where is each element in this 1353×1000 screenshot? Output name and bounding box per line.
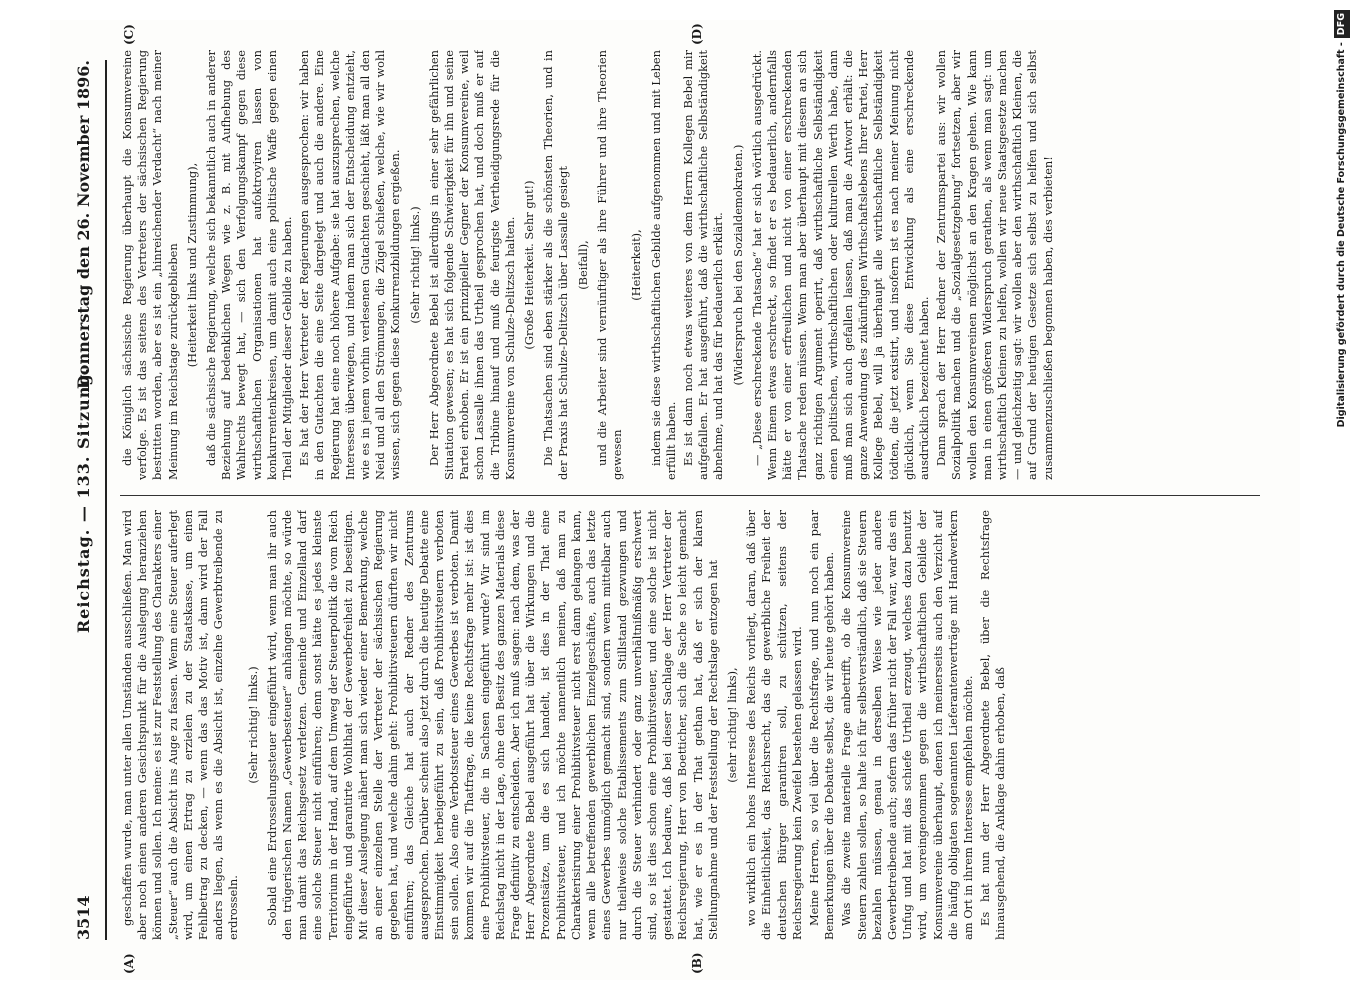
interjection: (Sehr richtig! links.) <box>245 666 260 784</box>
paragraph: Der Herr Abgeordnete Bebel ist allerdings in einer sehr gefährlichen Situation gewesen; es hat sich folgende Schwierigkeit für ihn und seine Partei erhoben. Er ist ein prinzipieller Gegner der Konsumvereine, weil schon Lassalle ihnen das Urtheil gesprochen hat, und doch muß er auf die Tribüne hinauf und muß die feurigste Vertheidigungsrede für die Konsumvereine von Schulze-Delitzsch halten. <box>426 50 517 480</box>
paragraph: wo wirklich ein hohes Interesse des Reichs vorliegt, daran, daß über die Einheitlichkeit, das Reichsrecht, das die gewerbliche Freiheit der deutschen Bürger garantiren soll, zu schützen, seitens der Reichsregierung kein Zweifel bestehen gelassen wird. <box>744 510 804 940</box>
margin-marker-c: (C) <box>122 24 136 45</box>
paragraph: und die Arbeiter sind vernünftiger als ihre Führer und ihre Theorien gewesen <box>594 50 625 480</box>
dfg-logo: DFG <box>1334 10 1350 38</box>
margin-marker-b: (B) <box>690 952 704 974</box>
interjection: (Beifall), <box>575 240 590 290</box>
paragraph: Es hat der Herr Vertreter der Regierungen ausgesprochen: wir haben in den Gutachten die eine Seite dargelegt und auch die andere. Eine Regierung hat eine noch höhere Aufgabe: sie hat auszusprechen, welche Interessen überwiegen, und indem man sich der Entscheidung entzieht, wie es in jenem vorhin verlesenen Gutachten geschieht, läßt man all den Neid und all den Strömungen, die Zügel schießen, welche, wie wir wohl wissen, sich gegen diese Konkurrenzbildungen ergießen. <box>297 50 403 480</box>
interjection: (Heiterkeit), <box>629 229 644 301</box>
session-title: Reichstag. — 133. Sitzung. <box>74 366 93 634</box>
paragraph: Die Thatsachen sind eben stärker als die schönsten Theorien, und in der Praxis hat Schulze-Delitzsch über Lassalle gesiegt <box>541 50 571 480</box>
paragraph: — „Diese erschreckende Thatsache“ hat er sich wörtlich ausgedrückt. Wenn Einem etwas erschreckt, so findet er es bedauerlich, andernfalls hätte er von einer erfreulichen und nicht von einer erschreckenden Thatsache reden müssen. Wenn man aber überhaupt mit diesem an sich ganz richtigen Argument operirt, daß wirthschaftliche Selbständigkeit einen politischen, wirthschaftlichen oder kulturellen Werth habe, dann muß man sich auch gefallen lassen, daß man die Antwort erhält: die ganze Anwendung des zukünftigen Wirthschaftslebens Ihrer Partei, Herr Kollege Bebel, will ja überhaupt alle wirthschaftliche Selbständigkeit tödten, die jetzt existirt, und insofern ist es nach meiner Meinung nicht glücklich, wenn Sie diese Entwicklung als eine erschreckende ausdrücklich bezeichnet haben. <box>749 50 931 480</box>
paragraph: geschaffen wurde, man unter allen Umständen ausschließen. Man wird aber noch einen anderen Gesichtspunkt für die Auslegung heranziehen können und sollen. Ich meine: es ist zur Feststellung des Charakters einer „Steuer“ auch die Absicht ins Auge zu fassen. Wenn eine Steuer auferlegt wird, um einen Ertrag zu erzielen zu der Staatskasse, um einen Fehlbetrag zu decken, — wenn das das Motiv ist, dann wird der Fall anders liegen, als wenn es die Absicht ist, einzelne Gewerbtreibende zu erdrosseln. <box>120 510 241 940</box>
interjection: (Heiterkeit links und Zustimmung), <box>184 162 199 368</box>
margin-marker-d: (D) <box>690 23 704 45</box>
paragraph: Dann sprach der Herr Redner der Zentrumspartei aus: wir wollen Sozialpolitik machen und die „Sozialgesetzgebung“ fortsetzen, aber wir wollen den Konsumvereinen möglichst an den Kragen gehen. Wie kann man in einen größeren Widerspruch gerathen, als wenn man sagt: um wirthschaftlich Kleinen zu helfen, wollen wir neue Staatsgesetze machen — und gleichzeitig sagt: wir wollen aber den wirthschaftlich Kleinen, die auf Grund der heutigen Gesetze sich selbst zu helfen und sich selbst zusammenzuschließen begonnen haben, dies verbieten! <box>934 50 1055 480</box>
paragraph: indem sie diese wirthschaftlichen Gebilde aufgenommen und mit Leben erfüllt haben. <box>648 50 678 480</box>
paragraph: Was die zweite materielle Frage anbetrifft, ob die Konsumvereine Steuern zahlen sollen, so halte ich für selbstverständlich, daß sie Steuern bezahlen müssen, genau in derselben Weise wie jeder andere Gewerbetreibende auch; sofern das früher nicht der Fall war, war das ein Unfug und hat mit das schiefe Urtheil erzeugt, welches dazu benutzt wird, um voreingenommen gegen die wirthschaftlichen Gebilde der Konsumvereine überhaupt, denen ich meinerseits auch den Verzicht auf die häufig obligaten sogenannten Lieferantenverträge mit Handwerkern am Ort in ihrem Interesse empfehlen möchte. <box>839 510 975 940</box>
page-header <box>70 60 102 940</box>
interjection: (Sehr richtig! links.) <box>407 206 422 324</box>
paragraph: die Königlich sächsische Regierung überhaupt die Konsumvereine verfolge. Es ist das seitens des Vertreters der sächsischen Regierung bestritten worden, aber es ist ein „hinreichender Verdacht“ nach meiner Meinung im Reichstage zurückgeblieben <box>120 50 180 480</box>
page-number: 3514 <box>74 895 93 940</box>
digitization-credit <box>1334 10 1350 990</box>
interjection: (Große Heiterkeit. Sehr gut!) <box>522 180 537 350</box>
session-date: Donnerstag den 26. November 1896. <box>74 60 93 390</box>
column-divider <box>120 495 1260 496</box>
paragraph: Es ist dann noch etwas weiteres von dem Herrn Kollegen Bebel mir aufgefallen. Er hat ausgeführt, daß die wirthschaftliche Selbständigkeit abnehme, und hat das für bedauerlich erklärt. <box>680 50 726 480</box>
interjection: (sehr richtig! links), <box>724 667 739 783</box>
paragraph: Meine Herren, so viel über die Rechtsfrage, und nun noch ein paar Bemerkungen über die Debatte selbst, die wir heute gehört haben. <box>806 510 837 940</box>
credit-text: Digitalisierung gefördert durch die Deutsche Forschungsgemeinschaft - <box>1336 42 1347 428</box>
rotated-page <box>50 20 1300 980</box>
right-column <box>120 50 1260 480</box>
paragraph: Es hat nun der Herr Abgeordnete Bebel, über die Rechtsfrage hinausgehend, die Anklage dahin erhoben, daß <box>978 510 1008 940</box>
header-rule <box>105 60 107 940</box>
margin-marker-a: (A) <box>122 953 136 974</box>
paragraph: Sobald eine Erdrosselungssteuer eingeführt wird, wenn man ihr auch den trügerischen Namen „Gewerbesteuer“ anhängen möchte, so würde man damit das Reichsgesetz verletzen. Gemeinde und Einzelland darf eine solche Steuer nicht einführen; denn sonst hätte es jedes kleinste Territorium in der Hand, auf dem Umweg der Steuerpolitik die vom Reich eingeführte und garantirte Wohlthat der Gewerbefreiheit zu beseitigen. Mit dieser Auslegung nähert man sich wieder einer Bemerkung, welche an einer einzelnen Stelle der Vertreter der sächsischen Regierung gegeben hat, und welche dahin geht: Prohibitivsteuern dürften wir nicht einführen; das Gleiche hat auch der Redner des Zentrums ausgesprochen. Darüber scheint also jetzt durch die heutige Debatte eine Einstimmigkeit herbeigeführt zu sein, daß Prohibitivsteuern verboten sein sollen. Also eine Verbotssteuer eines Gewerbes ist verboten. Damit kommen wir auf die Thatfrage, die keine Rechtsfrage mehr ist: ist dies eine Prohibitivsteuer, die in Sachsen eingeführt wurde? Wir sind im Reichstag nicht in der Lage, ohne den Besitz des ganzen Materials diese Frage definitiv zu entscheiden. Aber ich muß sagen: nach dem, was der Herr Abgeordnete Bebel ausgeführt hat über die Wirkungen und die Prozentsätze, um die es sich handelt, ist dies in der That eine Prohibitivsteuer, und ich möchte namentlich meinen, daß man zu Charakterisirung einer Prohibitivsteuer nicht erst dann gelangen kann, wenn alle betreffenden gewerblichen Einzelgeschäfte, auch das letzte eines Gewerbes unmöglich gemacht sind, sondern wenn mittelbar auch nur theilweise solche Etablissements zum Stillstand gezwungen und durch die Steuer verhindert oder ganz unverhältnißmäßig erschwert sind, so ist dies schon eine Prohibitivsteuer, und eine solche ist nicht gestattet. Ich bedaure, daß bei dieser Sachlage der Herr Vertreter der Reichsregierung, Herr von Boetticher, sich die Sache so leicht gemacht hat, wie er es in der That gethan hat, daß er sich der klaren Stellungnahme und der Feststellung der Rechtslage entzogen hat <box>264 510 720 940</box>
left-column <box>120 510 1260 940</box>
interjection: (Widerspruch bei den Sozialdemokraten.) <box>730 144 745 386</box>
paragraph: daß die sächsische Regierung, welche sich bekanntlich auch in anderer Beziehung auf bedenklichen Wegen wie z. B. mit Aufhebung des Wahlrechts bewegt hat, — sich den Verfolgungskampf gegen diese wirthschaftlichen Organisationen hat aufoktroyiren lassen von konkurrentenkreisen, um damit auch eine politische Waffe gegen einen Theil der Mitglieder dieser Gebilde zu haben. <box>204 50 295 480</box>
